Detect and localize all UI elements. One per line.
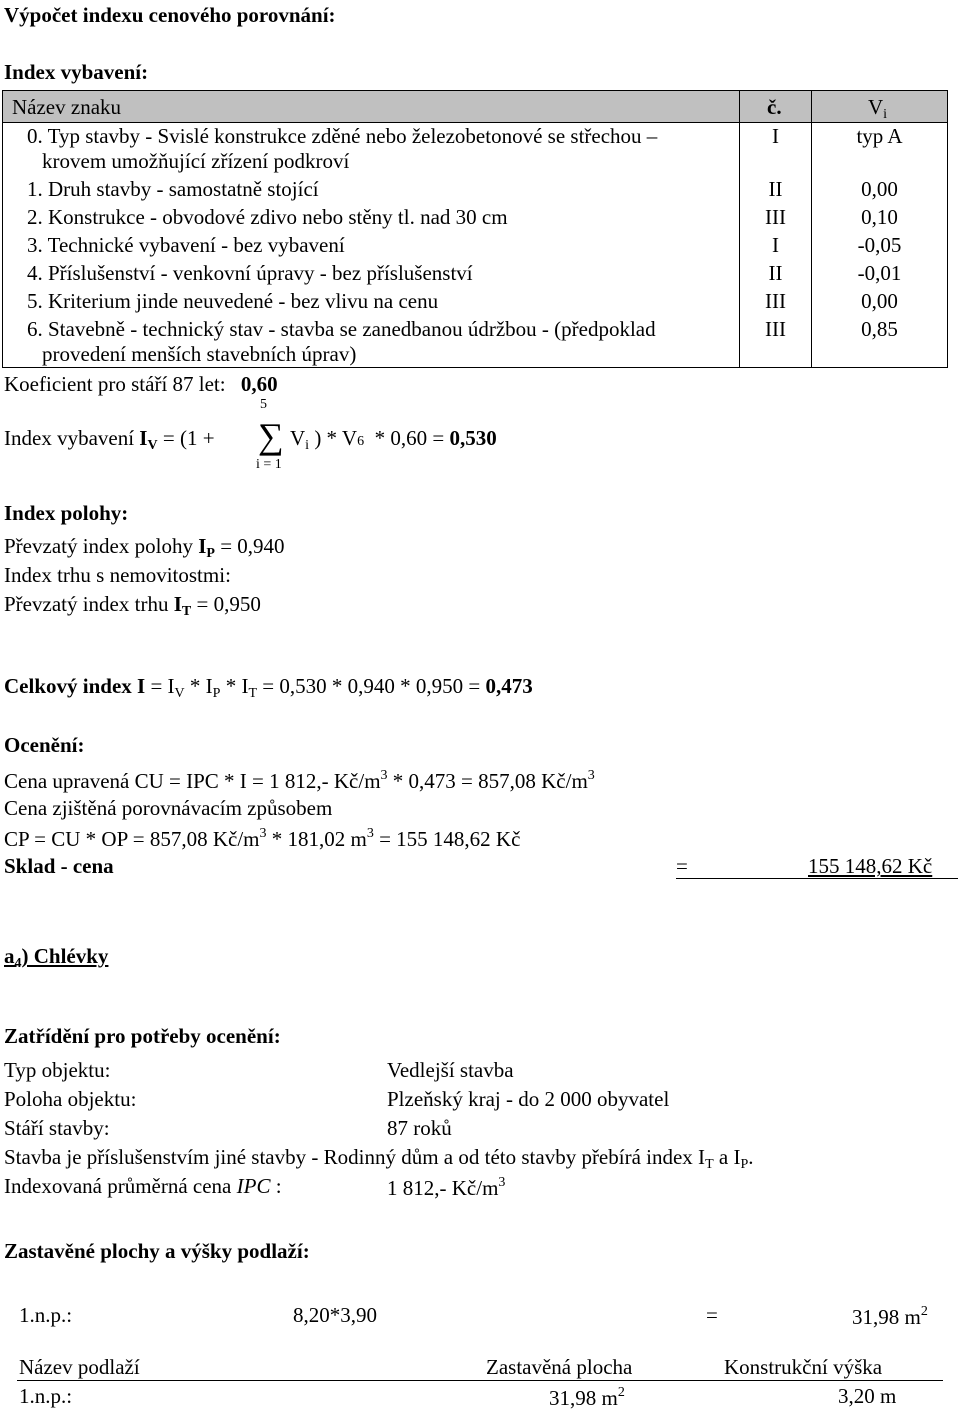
table-row-2-value: 0,10 bbox=[861, 205, 898, 229]
adjusted-price: Cena upravená CU = IPC * I = 1 812,- $Kč/m^3 * 0,473 = 857,08$ $Kč/m^3$ bbox=[4, 768, 595, 793]
floor-col-name: Název podlaží bbox=[19, 1355, 140, 1379]
valuation-section-title: Ocenění: bbox=[4, 733, 85, 757]
comparison-price: CP = CU * OP = 857,08 $Kč/m^3 * 181,02$ $m^3 = 155$ 148,62 Kč bbox=[4, 826, 521, 851]
comparison-price-label: Cena zjištěná porovnávacím způsobem bbox=[4, 796, 333, 820]
table-row-1-num: II bbox=[768, 177, 783, 201]
table-row-6-value: 0,85 bbox=[861, 317, 898, 341]
table-row-0-num: I bbox=[772, 124, 779, 148]
equip-table-header bbox=[3, 91, 947, 123]
classification-title: Zatřídění pro potřeby ocenění: bbox=[4, 1024, 281, 1048]
result-value: 155 148,62 Kč bbox=[808, 854, 933, 878]
section-heading: $a_4$) Chlévky bbox=[4, 944, 109, 971]
floor-col-height: Konstrukční výška bbox=[724, 1355, 883, 1379]
sum-upper-limit: 5 bbox=[260, 397, 267, 412]
table-row-0-value: typ A bbox=[856, 124, 903, 148]
floor-table-rule bbox=[17, 1380, 943, 1381]
ipc-value: 1 812,- $Kč/m^3$ bbox=[387, 1175, 506, 1200]
table-row-4-value: -0,01 bbox=[857, 261, 902, 285]
floors-title: Zastavěné plochy a výšky podlaží: bbox=[4, 1239, 310, 1263]
table-row-6-num: III bbox=[765, 317, 786, 341]
accessory-note: Stavba je příslušenstvím jiné stavby - Rodinný dům a od této stavby přebírá index $I_T$ a $I_P$. bbox=[4, 1145, 754, 1172]
floor-area-value: 31,98 $m^2$ bbox=[852, 1304, 928, 1329]
table-row-6-label: 6. Stavebně - technický stav - stavba se zanedbanou údržbou - (předpoklad bbox=[27, 317, 656, 341]
equip-index-formula-rest: $V_i$ ) * V6 * 0,60 = 0,530 bbox=[290, 426, 497, 453]
result-label: Sklad - cena bbox=[4, 854, 114, 878]
table-row-5-label: 5. Kriterium jinde neuvedené - bez vlivu na cenu bbox=[27, 289, 439, 313]
object-type-value: Vedlejší stavba bbox=[387, 1058, 514, 1082]
location-index: Převzatý index polohy $I_P = 0,940$ bbox=[4, 534, 285, 561]
ipc-label: Indexovaná průměrná cena IPC : bbox=[4, 1174, 282, 1198]
table-row-4-label: 4. Příslušenství - venkovní úpravy - bez příslušenství bbox=[27, 261, 473, 285]
building-age-value: 87 roků bbox=[387, 1116, 452, 1140]
table-row-5-num: III bbox=[765, 289, 786, 313]
object-location-label: Poloha objektu: bbox=[4, 1087, 137, 1111]
result-underline bbox=[676, 878, 958, 879]
table-row-1-value: 0,00 bbox=[861, 177, 898, 201]
sum-lower-limit: i = 1 bbox=[256, 457, 282, 472]
equip-index-formula: Index vybavení $I_V = (1$ + bbox=[4, 426, 215, 453]
object-location-value: Plzeňský kraj - do 2 000 obyvatel bbox=[387, 1087, 670, 1111]
table-row-0-label-cont: krovem umožňující zřízení podkroví bbox=[42, 149, 350, 173]
col-header-num: č. bbox=[767, 95, 782, 119]
equip-section-title: Index vybavení: bbox=[4, 60, 149, 84]
col-header-vi: $V_i$ bbox=[868, 95, 888, 122]
table-row-1-label: 1. Druh stavby - samostatně stojící bbox=[27, 177, 319, 201]
building-age-label: Stáří stavby: bbox=[4, 1116, 110, 1140]
floor-row-name: 1.n.p.: bbox=[19, 1384, 73, 1408]
table-row-5-value: 0,00 bbox=[861, 289, 898, 313]
market-index: Převzatý index trhu $I_T = 0,950$ bbox=[4, 592, 261, 619]
age-coefficient: Koeficient pro stáří 87 let: 0,60 bbox=[4, 372, 278, 396]
table-row-3-label: 3. Technické vybavení - bez vybavení bbox=[27, 233, 345, 257]
result-equals: = bbox=[676, 854, 688, 878]
total-index: Celkový index $I = I_V * I_P * I_T = 0,530 * 0,940 * 0,950 = 0,473$ bbox=[4, 674, 533, 701]
floor-row-height: 3,20 m bbox=[838, 1384, 897, 1408]
table-row-2-label: 2. Konstrukce - obvodové zdivo nebo stěny tl. nad 30 cm bbox=[27, 205, 508, 229]
floor-col-area: Zastavěná plocha bbox=[486, 1355, 633, 1379]
table-row-4-num: II bbox=[768, 261, 783, 285]
floor-area-calc: 8,20*3,90 bbox=[293, 1303, 377, 1327]
location-section-title: Index polohy: bbox=[4, 501, 129, 525]
table-row-3-value: -0,05 bbox=[857, 233, 902, 257]
floor-area-name: 1.n.p.: bbox=[19, 1303, 73, 1327]
table-row-3-num: I bbox=[772, 233, 779, 257]
col-header-name: Název znaku bbox=[12, 95, 122, 119]
sigma-icon: ∑ bbox=[258, 416, 284, 456]
object-type-label: Typ objektu: bbox=[4, 1058, 111, 1082]
page-heading: Výpočet indexu cenového porovnání: bbox=[4, 3, 336, 27]
floor-area-equals: = bbox=[706, 1303, 718, 1327]
table-row-0-label: 0. Typ stavby - Svislé konstrukce zděné nebo železobetonové se střechou – bbox=[27, 124, 658, 148]
market-section-title: Index trhu s nemovitostmi: bbox=[4, 563, 231, 587]
floor-row-area: 31,98 $m^2$ bbox=[549, 1385, 625, 1410]
table-row-6-label-cont: provedení menších stavebních úprav) bbox=[42, 342, 357, 366]
table-row-2-num: III bbox=[765, 205, 786, 229]
